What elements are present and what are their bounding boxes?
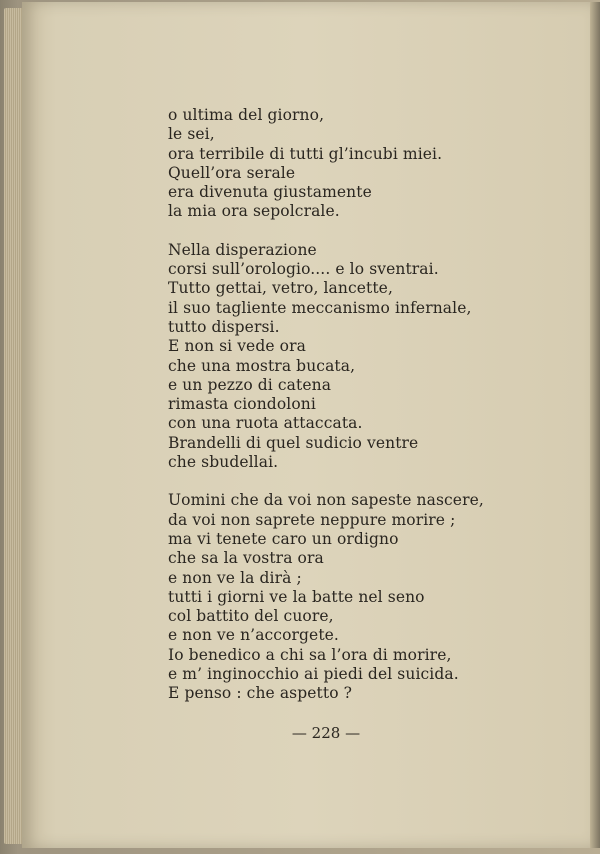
poem-line: E penso : che aspetto ? bbox=[168, 684, 353, 703]
poem-line: che sbudellai. bbox=[168, 453, 279, 472]
poem-line: e m’ inginocchio ai piedi del suicida. bbox=[168, 665, 459, 684]
poem-line: ora terribile di tutti gl’incubi miei. bbox=[168, 144, 443, 163]
poem-line: tutti i giorni ve la batte nel seno bbox=[168, 587, 425, 606]
poem-line: Nella disperazione bbox=[168, 240, 317, 259]
poem-line: che sa la vostra ora bbox=[168, 549, 324, 568]
poem-line: e un pezzo di catena bbox=[168, 375, 332, 394]
poem-line: Io benedico a chi sa l’ora di morire, bbox=[168, 645, 452, 664]
stanza-1 bbox=[168, 106, 548, 222]
book-page bbox=[22, 2, 590, 848]
poem-line: e non ve n’accorgete. bbox=[168, 626, 339, 645]
page-stack-edge bbox=[4, 8, 24, 844]
poem-line: e non ve la dirà ; bbox=[168, 568, 302, 587]
poem-line: Quell’ora serale bbox=[168, 163, 296, 182]
stanza-3 bbox=[168, 491, 548, 703]
poem-line: da voi non saprete neppure morire ; bbox=[168, 510, 456, 529]
poem-text bbox=[168, 106, 548, 723]
poem-line: Brandelli di quel sudicio ventre bbox=[168, 433, 419, 452]
poem-line: era divenuta giustamente bbox=[168, 183, 372, 202]
poem-line: o ultima del giorno, bbox=[168, 106, 325, 124]
poem-line: E non si vede ora bbox=[168, 337, 306, 356]
poem-line: che una mostra bucata, bbox=[168, 356, 356, 375]
poem-line: la mia ora sepolcrale. bbox=[168, 202, 340, 221]
poem-line: ma vi tenete caro un ordigno bbox=[168, 529, 399, 548]
poem-line: Tutto gettai, vetro, lancette, bbox=[168, 279, 393, 298]
poem-line: corsi sull’orologio.... e lo sventrai. bbox=[168, 260, 439, 279]
page-number: — 228 — bbox=[291, 724, 361, 742]
poem-line: Uomini che da voi non sapeste nascere, bbox=[168, 491, 484, 510]
poem-line: le sei, bbox=[168, 125, 215, 144]
poem-line: rimasta ciondoloni bbox=[168, 395, 316, 414]
poem-line: tutto dispersi. bbox=[168, 317, 280, 336]
poem-line: col battito del cuore, bbox=[168, 607, 334, 626]
poem-line: con una ruota attaccata. bbox=[168, 414, 363, 433]
stanza-2 bbox=[168, 241, 548, 473]
poem-line: il suo tagliente meccanismo infernale, bbox=[168, 298, 472, 317]
